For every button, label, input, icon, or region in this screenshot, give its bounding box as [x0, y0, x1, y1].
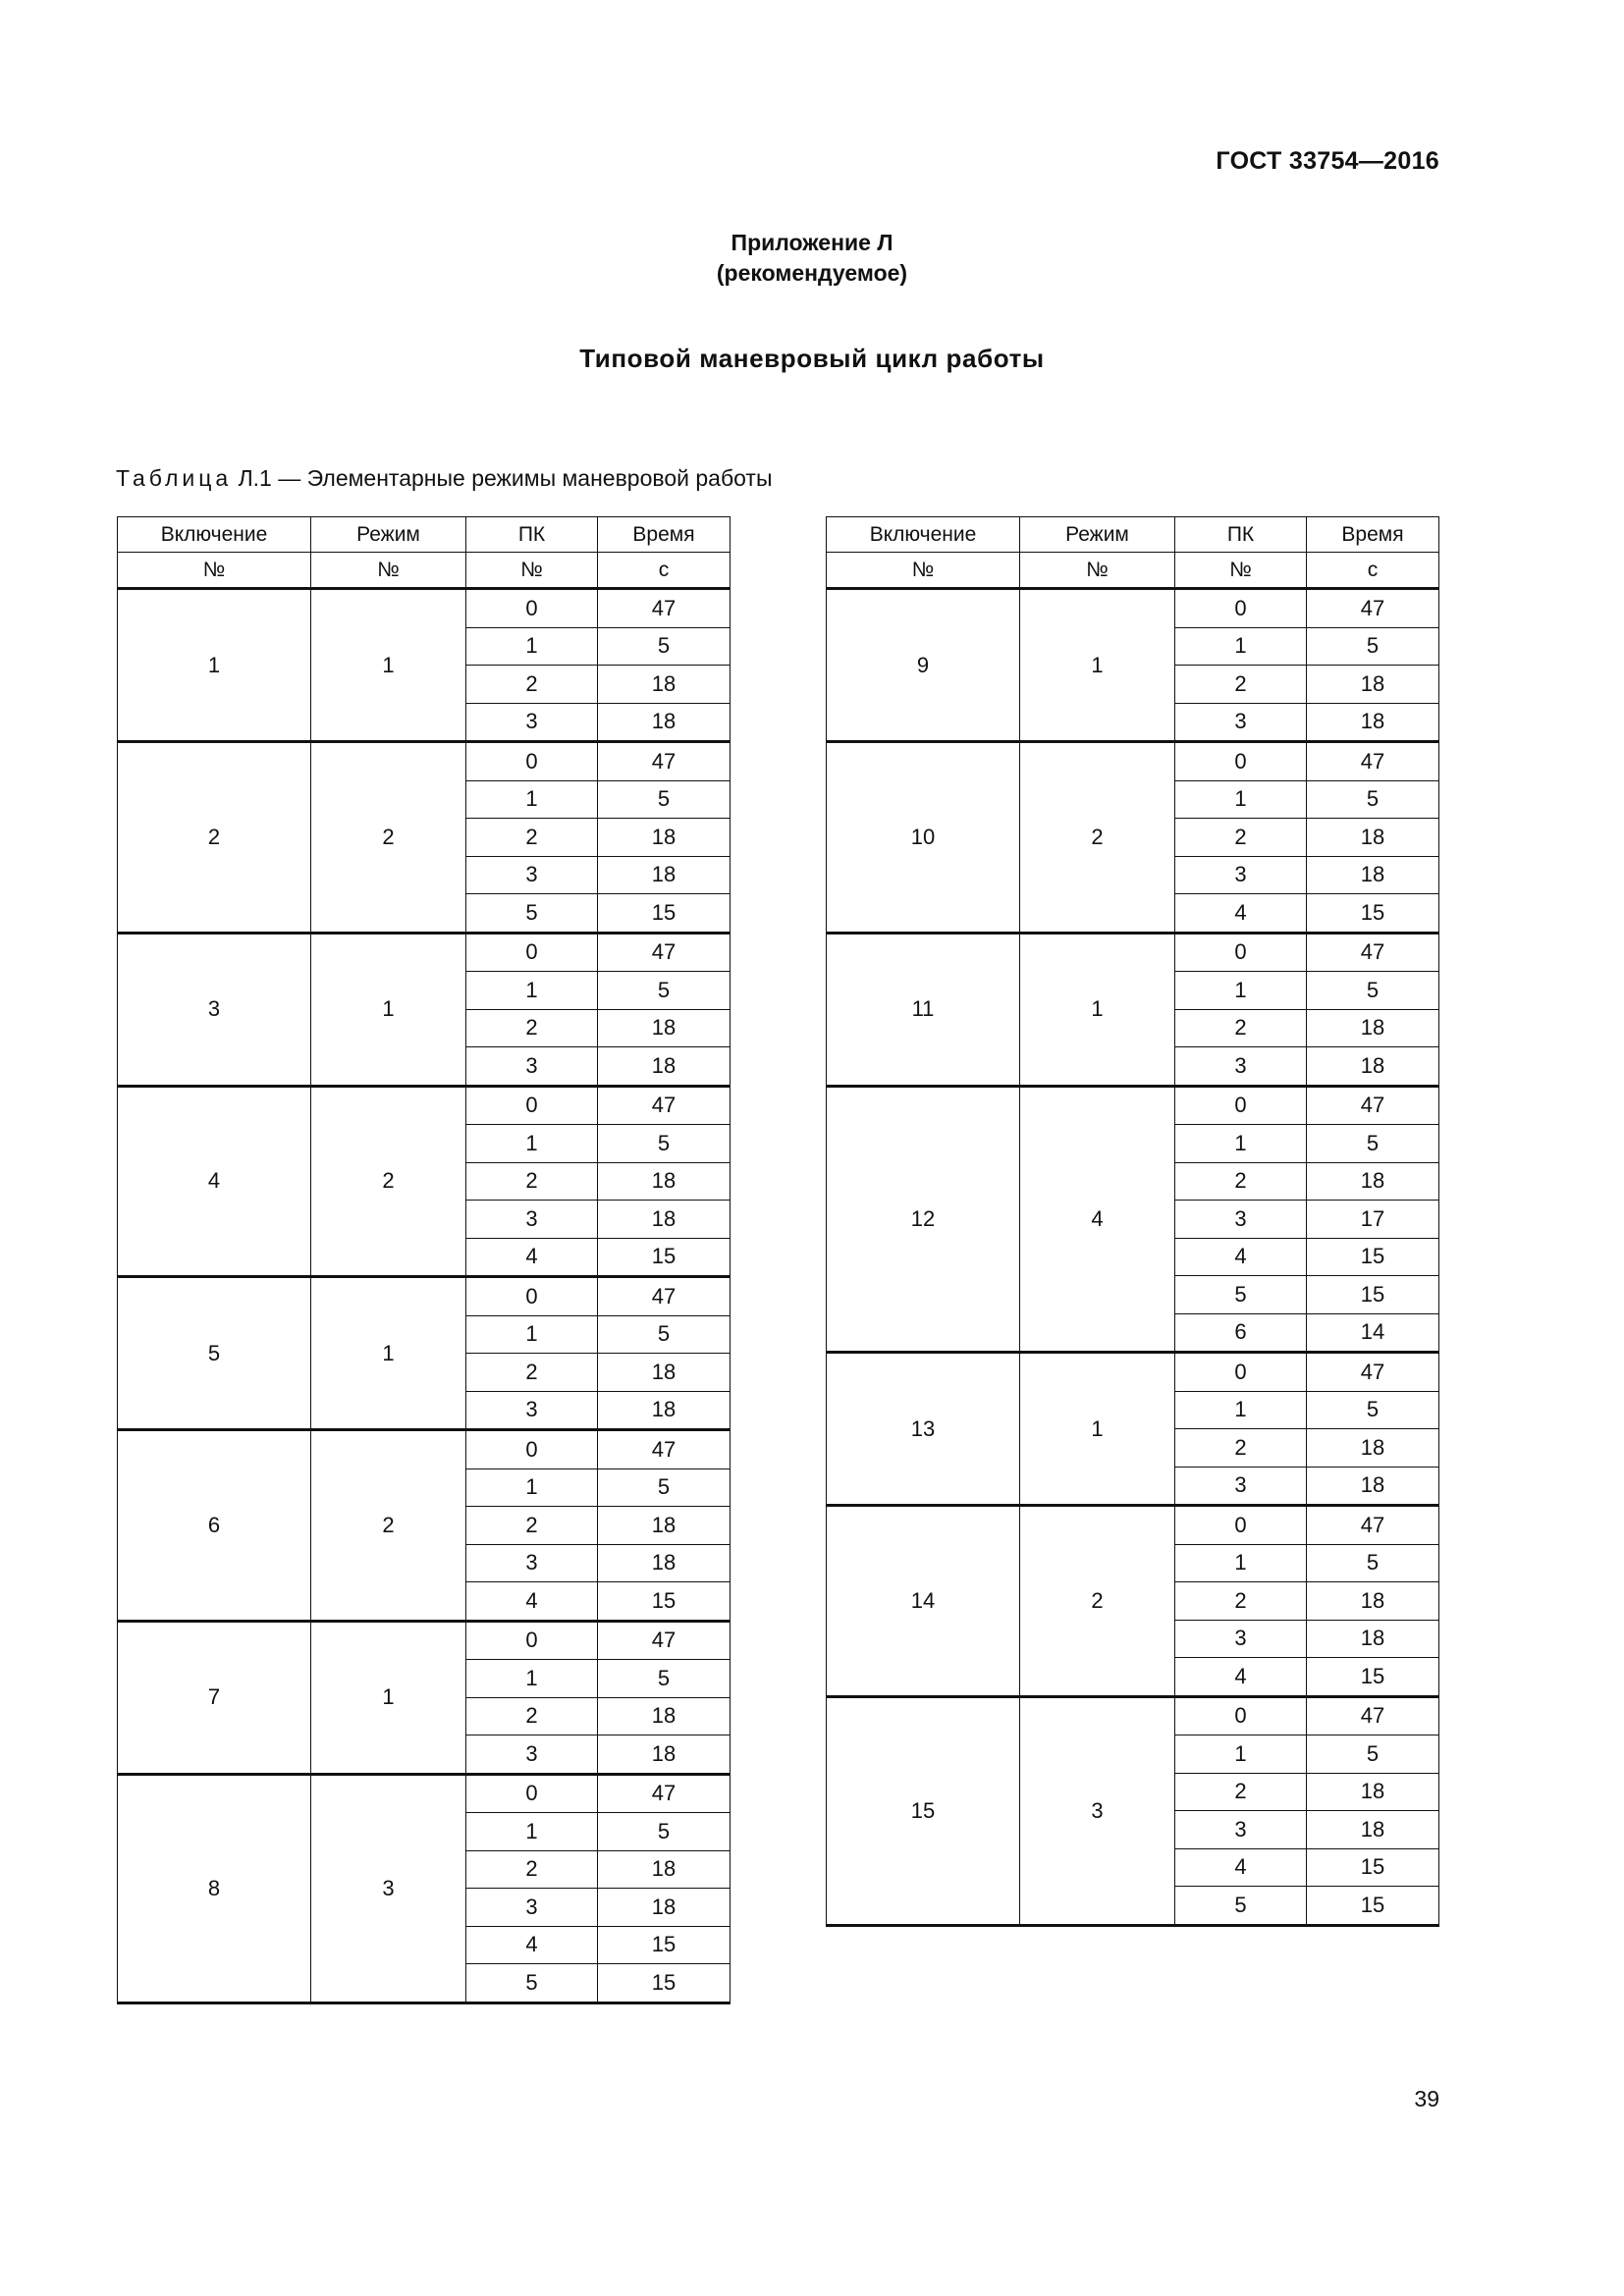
time-cell: 47: [598, 933, 731, 972]
header-time: Время: [598, 517, 731, 553]
pk-cell: 3: [466, 1889, 598, 1927]
unit-mode: №: [1020, 553, 1175, 589]
pk-cell: 1: [1175, 1544, 1307, 1582]
time-cell: 17: [1307, 1201, 1439, 1239]
appendix-heading: [0, 228, 1624, 289]
time-cell: 18: [598, 819, 731, 857]
unit-pk: №: [1175, 553, 1307, 589]
pk-cell: 3: [1175, 703, 1307, 742]
time-cell: 47: [598, 1621, 731, 1660]
mode-cell: 3: [311, 1774, 466, 2002]
mode-cell: 1: [311, 1277, 466, 1430]
pk-cell: 0: [1175, 589, 1307, 628]
time-cell: 18: [1307, 1620, 1439, 1658]
time-cell: 18: [1307, 1467, 1439, 1506]
pk-cell: 0: [466, 1430, 598, 1469]
inclusion-cell: 1: [118, 589, 311, 742]
pk-cell: 4: [466, 1238, 598, 1277]
time-cell: 18: [1307, 1582, 1439, 1621]
section-title: Типовой маневровый цикл работы: [579, 344, 1045, 373]
time-cell: 15: [1307, 1658, 1439, 1697]
time-cell: 18: [598, 1391, 731, 1430]
pk-cell: 3: [466, 1391, 598, 1430]
time-cell: 18: [1307, 819, 1439, 857]
time-cell: 18: [598, 1544, 731, 1582]
time-cell: 5: [1307, 1544, 1439, 1582]
mode-cell: 1: [311, 933, 466, 1086]
table-row: [827, 1506, 1439, 1545]
time-cell: 18: [1307, 666, 1439, 704]
pk-cell: 3: [1175, 1201, 1307, 1239]
time-cell: 18: [1307, 1429, 1439, 1468]
header-pk: ПК: [466, 517, 598, 553]
pk-cell: 3: [1175, 1047, 1307, 1087]
time-cell: 14: [1307, 1313, 1439, 1353]
mode-cell: 2: [311, 1430, 466, 1622]
inclusion-cell: 15: [827, 1696, 1020, 1925]
right-mode-table: [826, 516, 1439, 1927]
header-inclusion: Включение: [118, 517, 311, 553]
time-cell: 18: [598, 1735, 731, 1775]
pk-cell: 0: [466, 742, 598, 781]
pk-cell: 1: [466, 972, 598, 1010]
time-cell: 5: [1307, 627, 1439, 666]
time-cell: 5: [1307, 1125, 1439, 1163]
time-cell: 18: [598, 1507, 731, 1545]
time-cell: 47: [1307, 933, 1439, 972]
time-cell: 5: [598, 627, 731, 666]
document-code: ГОСТ 33754—2016: [1216, 147, 1439, 175]
pk-cell: 5: [1175, 1276, 1307, 1314]
pk-cell: 1: [1175, 1735, 1307, 1774]
time-cell: 47: [1307, 589, 1439, 628]
pk-cell: 2: [466, 1162, 598, 1201]
time-cell: 47: [598, 1086, 731, 1125]
unit-mode: №: [311, 553, 466, 589]
left-mode-table: [117, 516, 731, 2004]
appendix-title: Приложение Л: [731, 230, 893, 255]
pk-cell: 0: [1175, 1696, 1307, 1735]
table-row: [827, 589, 1439, 628]
inclusion-cell: 5: [118, 1277, 311, 1430]
time-cell: 18: [598, 1009, 731, 1047]
header-time: Время: [1307, 517, 1439, 553]
pk-cell: 2: [466, 1507, 598, 1545]
inclusion-cell: 11: [827, 933, 1020, 1086]
table-row: [118, 1430, 731, 1469]
header-mode: Режим: [311, 517, 466, 553]
pk-cell: 5: [466, 1964, 598, 2003]
pk-cell: 1: [466, 1468, 598, 1507]
mode-cell: 1: [311, 1621, 466, 1774]
time-cell: 15: [598, 1582, 731, 1622]
inclusion-cell: 7: [118, 1621, 311, 1774]
time-cell: 47: [1307, 1696, 1439, 1735]
time-cell: 18: [1307, 1162, 1439, 1201]
pk-cell: 4: [1175, 894, 1307, 934]
pk-cell: 4: [466, 1926, 598, 1964]
pk-cell: 2: [1175, 666, 1307, 704]
table-row: [118, 1621, 731, 1660]
pk-cell: 2: [466, 1354, 598, 1392]
time-cell: 47: [598, 1277, 731, 1316]
inclusion-cell: 2: [118, 742, 311, 934]
time-cell: 15: [598, 1964, 731, 2003]
table-row: [118, 933, 731, 972]
pk-cell: 1: [1175, 780, 1307, 819]
time-cell: 18: [598, 1850, 731, 1889]
pk-cell: 0: [1175, 742, 1307, 781]
time-cell: 18: [598, 1354, 731, 1392]
pk-cell: 1: [466, 780, 598, 819]
time-cell: 47: [598, 742, 731, 781]
pk-cell: 1: [466, 1660, 598, 1698]
inclusion-cell: 9: [827, 589, 1020, 742]
pk-cell: 1: [1175, 627, 1307, 666]
pk-cell: 2: [466, 1850, 598, 1889]
time-cell: 18: [598, 1889, 731, 1927]
header-inclusion: Включение: [827, 517, 1020, 553]
time-cell: 18: [598, 1047, 731, 1087]
pk-cell: 0: [466, 1277, 598, 1316]
pk-cell: 0: [1175, 933, 1307, 972]
pk-cell: 2: [1175, 819, 1307, 857]
header-row-units: [118, 553, 731, 589]
time-cell: 15: [1307, 1276, 1439, 1314]
unit-time: с: [1307, 553, 1439, 589]
pk-cell: 2: [466, 1697, 598, 1735]
pk-cell: 0: [1175, 1353, 1307, 1392]
table-row: [827, 742, 1439, 781]
table-row: [118, 1774, 731, 1813]
time-cell: 15: [598, 1238, 731, 1277]
time-cell: 18: [1307, 1773, 1439, 1811]
pk-cell: 5: [466, 894, 598, 934]
page-number: 39: [1414, 2086, 1439, 2111]
pk-cell: 0: [1175, 1506, 1307, 1545]
inclusion-cell: 14: [827, 1506, 1020, 1697]
pk-cell: 2: [1175, 1009, 1307, 1047]
pk-cell: 0: [466, 1621, 598, 1660]
mode-cell: 1: [1020, 933, 1175, 1086]
unit-time: с: [598, 553, 731, 589]
pk-cell: 1: [1175, 972, 1307, 1010]
pk-cell: 2: [1175, 1773, 1307, 1811]
pk-cell: 2: [466, 666, 598, 704]
table-row: [118, 742, 731, 781]
inclusion-cell: 10: [827, 742, 1020, 934]
pk-cell: 4: [466, 1582, 598, 1622]
pk-cell: 2: [1175, 1429, 1307, 1468]
inclusion-cell: 8: [118, 1774, 311, 2002]
pk-cell: 1: [466, 1813, 598, 1851]
pk-cell: 1: [466, 1125, 598, 1163]
pk-cell: 3: [466, 1201, 598, 1239]
pk-cell: 3: [1175, 1467, 1307, 1506]
header-mode: Режим: [1020, 517, 1175, 553]
time-cell: 5: [598, 780, 731, 819]
pk-cell: 1: [466, 1315, 598, 1354]
pk-cell: 2: [466, 1009, 598, 1047]
time-cell: 18: [1307, 1811, 1439, 1849]
pk-cell: 2: [1175, 1162, 1307, 1201]
pk-cell: 2: [1175, 1582, 1307, 1621]
unit-inclusion: №: [827, 553, 1020, 589]
pk-cell: 3: [466, 1047, 598, 1087]
time-cell: 15: [1307, 1238, 1439, 1276]
time-cell: 15: [1307, 1848, 1439, 1887]
mode-cell: 2: [1020, 1506, 1175, 1697]
pk-cell: 3: [1175, 856, 1307, 894]
time-cell: 18: [598, 703, 731, 742]
time-cell: 15: [1307, 894, 1439, 934]
time-cell: 18: [598, 666, 731, 704]
pk-cell: 1: [1175, 1391, 1307, 1429]
mode-cell: 4: [1020, 1086, 1175, 1353]
time-cell: 5: [1307, 1391, 1439, 1429]
table-row: [827, 1353, 1439, 1392]
time-cell: 5: [1307, 972, 1439, 1010]
time-cell: 5: [598, 972, 731, 1010]
time-cell: 47: [1307, 742, 1439, 781]
mode-cell: 1: [311, 589, 466, 742]
unit-pk: №: [466, 553, 598, 589]
time-cell: 5: [598, 1813, 731, 1851]
time-cell: 5: [598, 1468, 731, 1507]
pk-cell: 4: [1175, 1238, 1307, 1276]
table-row: [827, 933, 1439, 972]
table-caption-prefix: Таблица: [116, 465, 233, 491]
pk-cell: 4: [1175, 1658, 1307, 1697]
table-row: [118, 1086, 731, 1125]
mode-cell: 1: [1020, 1353, 1175, 1506]
time-cell: 47: [598, 1774, 731, 1813]
time-cell: 5: [598, 1315, 731, 1354]
time-cell: 18: [1307, 1047, 1439, 1087]
time-cell: 15: [1307, 1887, 1439, 1926]
pk-cell: 1: [1175, 1125, 1307, 1163]
pk-cell: 5: [1175, 1887, 1307, 1926]
time-cell: 18: [1307, 856, 1439, 894]
table-row: [827, 1086, 1439, 1125]
inclusion-cell: 6: [118, 1430, 311, 1622]
time-cell: 18: [598, 1201, 731, 1239]
pk-cell: 2: [466, 819, 598, 857]
mode-cell: 2: [311, 742, 466, 934]
time-cell: 5: [1307, 780, 1439, 819]
pk-cell: 3: [466, 703, 598, 742]
inclusion-cell: 12: [827, 1086, 1020, 1353]
time-cell: 15: [598, 894, 731, 934]
time-cell: 47: [1307, 1506, 1439, 1545]
header-row-units: [827, 553, 1439, 589]
pk-cell: 3: [466, 856, 598, 894]
pk-cell: 4: [1175, 1848, 1307, 1887]
time-cell: 47: [598, 1430, 731, 1469]
time-cell: 5: [1307, 1735, 1439, 1774]
time-cell: 5: [598, 1125, 731, 1163]
time-cell: 18: [598, 856, 731, 894]
mode-cell: 2: [1020, 742, 1175, 934]
time-cell: 15: [598, 1926, 731, 1964]
time-cell: 47: [598, 589, 731, 628]
table-row: [827, 1696, 1439, 1735]
table-row: [118, 589, 731, 628]
header-pk: ПК: [1175, 517, 1307, 553]
header-row-labels: [118, 517, 731, 553]
table-row: [118, 1277, 731, 1316]
time-cell: 47: [1307, 1086, 1439, 1125]
pk-cell: 0: [1175, 1086, 1307, 1125]
time-cell: 47: [1307, 1353, 1439, 1392]
time-cell: 18: [598, 1162, 731, 1201]
time-cell: 18: [1307, 703, 1439, 742]
pk-cell: 6: [1175, 1313, 1307, 1353]
header-row-labels: [827, 517, 1439, 553]
appendix-subtitle: (рекомендуемое): [716, 260, 908, 286]
table-caption: [116, 465, 772, 492]
time-cell: 18: [598, 1697, 731, 1735]
mode-cell: 2: [311, 1086, 466, 1277]
pk-cell: 0: [466, 1774, 598, 1813]
table-caption-text: Л.1 — Элементарные режимы маневровой работы: [232, 465, 773, 491]
inclusion-cell: 13: [827, 1353, 1020, 1506]
pk-cell: 0: [466, 1086, 598, 1125]
unit-inclusion: №: [118, 553, 311, 589]
mode-cell: 3: [1020, 1696, 1175, 1925]
time-cell: 5: [598, 1660, 731, 1698]
pk-cell: 3: [466, 1735, 598, 1775]
mode-cell: 1: [1020, 589, 1175, 742]
inclusion-cell: 4: [118, 1086, 311, 1277]
pk-cell: 1: [466, 627, 598, 666]
pk-cell: 3: [1175, 1811, 1307, 1849]
pk-cell: 0: [466, 933, 598, 972]
time-cell: 18: [1307, 1009, 1439, 1047]
pk-cell: 3: [466, 1544, 598, 1582]
pk-cell: 3: [1175, 1620, 1307, 1658]
pk-cell: 0: [466, 589, 598, 628]
inclusion-cell: 3: [118, 933, 311, 1086]
